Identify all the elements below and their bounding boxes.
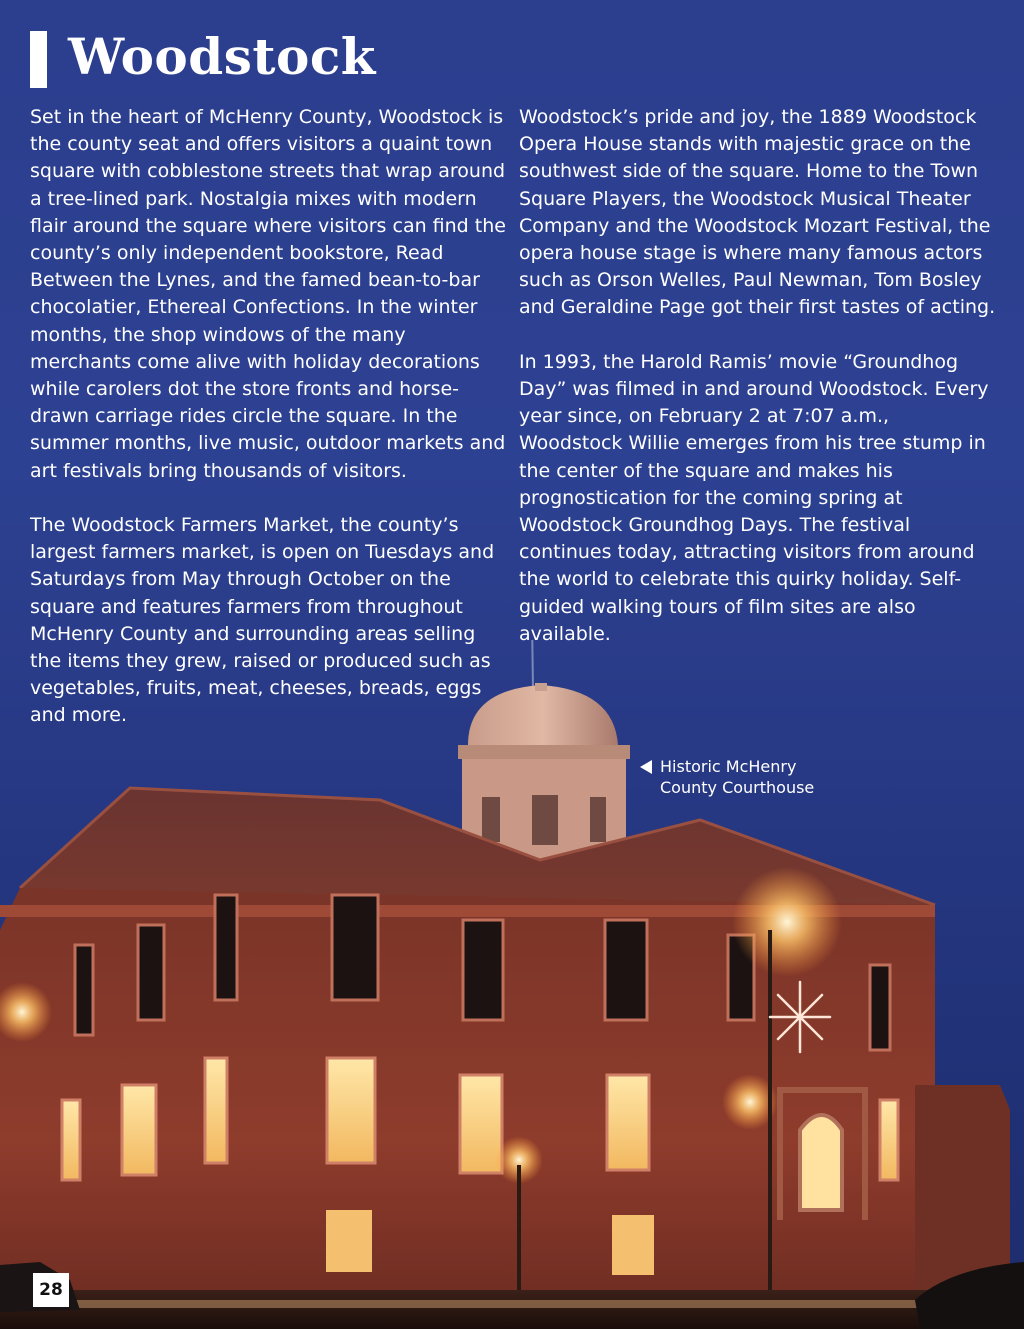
paragraph-opera-house: Woodstock’s pride and joy, the 1889 Woodstock Opera House stands with majestic grace on the southwest side of the square. Home to the Town Square Players, the Woodstock Musical Theater Company and the Woodstock Mozart Festival, the opera house stage is where many famous actors such as Orson Welles, Paul Newman, Tom Bosley and Geraldine Page got their first tastes of acting. xyxy=(519,106,996,319)
title-accent-bar xyxy=(30,31,47,88)
paragraph-intro: Set in the heart of McHenry County, Woodstock is the county seat and offers visitors a quaint town square with cobblestone streets that wrap around a tree-lined park. Nostalgia mixes with modern flair around the square where visitors can find the county’s only independent bookstore, Read Between the Lynes, and the famed bean-to-bar chocolatier, Ethereal Confections. In the winter months, the shop windows of the many merchants come alive with holiday decorations while carolers dot the store fronts and horse-drawn carriage rides circle the square. In the summer months, live music, outdoor markets and art festivals bring thousands of visitors. xyxy=(30,106,506,482)
page-title: Woodstock xyxy=(68,27,376,86)
caption-pointer-icon xyxy=(640,760,652,774)
article-column-right xyxy=(519,104,997,675)
caption-line-1: Historic McHenry xyxy=(660,757,797,776)
paragraph-groundhog-day: In 1993, the Harold Ramis’ movie “Groundhog Day” was filmed in and around Woodstock. Every year since, on February 2 at 7:07 a.m., Woodstock Willie emerges from his tree stump in the center of the square and makes his prognostication for the coming spring at Woodstock Groundhog Days. The festival continues today, attracting visitors from around the world to celebrate this quirky holiday. Self-guided walking tours of film sites are also available. xyxy=(519,350,989,645)
paragraph-farmers-market: The Woodstock Farmers Market, the county’s largest farmers market, is open on Tuesdays and Saturdays from May through October on the square and features farmers from throughout McHenry County and surrounding areas selling the items they grew, raised or produced such as vegetables, fruits, meat, cheeses, breads, eggs and more. xyxy=(30,514,495,727)
article-column-left xyxy=(30,104,510,757)
photo-caption xyxy=(640,757,814,798)
page-number: 28 xyxy=(33,1273,69,1307)
caption-line-2: County Courthouse xyxy=(660,777,815,797)
